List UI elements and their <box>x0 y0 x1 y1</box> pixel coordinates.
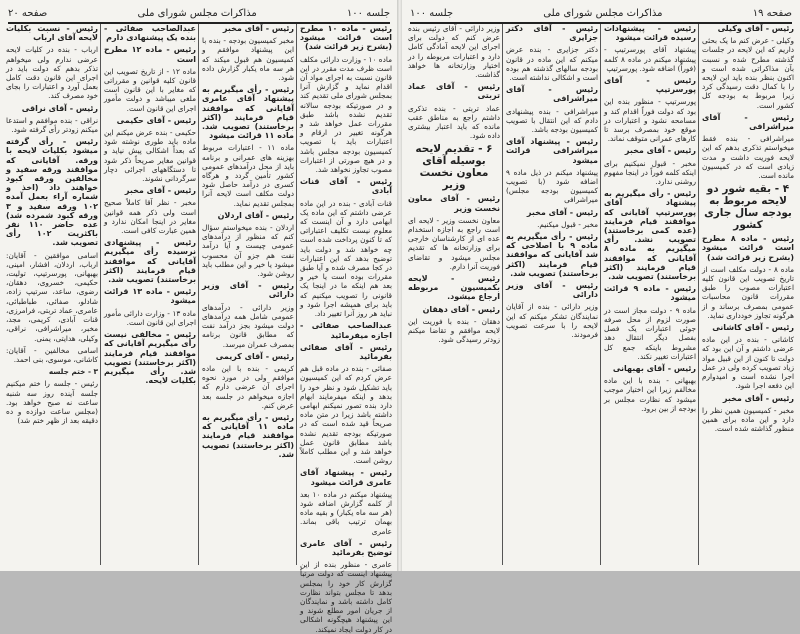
left-page <box>0 0 398 634</box>
paragraph: عبدالصاحب صفائی - بنده یک پیشنهادی دارم <box>104 24 196 43</box>
column-rule <box>100 24 101 565</box>
paragraph: رئیس - آقای کریمی <box>215 351 294 361</box>
paragraph: رئیس - جلسه را ختم میکنیم جلسه آینده روز سه شنبه ساعت نه صبح خواهد بود. (مجلس ساعت دوازده و ده دقیقه بعد از ظهر ختم شد) <box>6 379 98 426</box>
paragraph: مخبر - قبول میکنیم. <box>537 219 598 229</box>
section-heading: ۴ - بقیه شور دو لایحه مربوط به بودجه سال جاری کشور <box>704 183 792 232</box>
paragraph: نراقی - بنده موافقم و استدعا میکنم زودتر رأی گرفته شود. <box>6 115 98 135</box>
paragraph: رئیس - آقای مخبر <box>124 186 196 196</box>
paragraph: ماده ۸ - دولت مکلف است از تاریخ تصویب این قانون کلیه اعتبارات مصوب را طبق مقررات قانون محاسبات عمومی بمصرف برساند و از هرگونه تجاوز خودداری نماید. <box>702 264 794 320</box>
paragraph: رئیس - لایحه بکمیسیون مربوطه ارجاع میشود. <box>408 274 500 302</box>
column-rule <box>600 24 601 565</box>
paragraph: رئیس - آقای بهبهانی <box>612 363 696 373</box>
paragraph: ماده ۹ - دولت مجاز است در صورت لزوم از محل صرفه جوئی اعتبارات یک فصل بفصل دیگر انتقال دهد مشروط باینکه جمع کل اعتبارات تغییر نکند. <box>604 305 696 361</box>
paragraph: رئیس - آقای دکتر جزایری <box>506 24 598 43</box>
paragraph: حکیمی - بنده عرض میکنم این ماده باید طوری نوشته شود که بعداً اشکالی پیش نیاید و قوانین مغایر صریحاً ذکر شود تا دستگاههای اجرائی دچار سرگردانی نشوند. <box>104 128 196 184</box>
paragraph: رئیس - رأی میگیریم به پیشنهاد آقای پورسرتیپ آقایانی که موافقند قیام فرمایند (عده کمی برخاستند) تصویب نشد. رأی میگیریم به ماده ۸ آقایانی که موافقند قیام فرمایند (اکثر برخاستند) تصویب شد. <box>604 189 696 282</box>
right-page-header <box>410 4 792 24</box>
left-page-column <box>104 24 196 565</box>
paragraph: رئیس - پیشنهاد آقای میراشرافی قرائت میشود <box>506 137 598 165</box>
left-page-title: مذاکرات مجلس شورای ملی <box>137 7 257 19</box>
paragraph: رئیس - ماده ۱۳ قرائت میشود <box>104 287 196 306</box>
right-page-column <box>506 24 598 565</box>
paragraph: رئیس - مخالفی نیست رأی میگیریم آقایانی که موافقند قیام فرمایند (اکثر برخاستند) تصویب شد. رأی میگیریم بکلیات لایحه. <box>104 330 196 386</box>
right-page <box>402 0 800 571</box>
paragraph: رئیس - رأی میگیریم به ماده ۱۱ آقایانی که موافقند قیام فرمایند (اکثر برخاستند) تصویب شد. <box>202 412 294 459</box>
paragraph: رئیس - آقای عامری توضیح بفرمائید <box>300 538 392 557</box>
paragraph: مخبر - نظر آقا کاملاً صحیح است ولی ذکر همه قوانین مغایر در اینجا امکان ندارد و همین عبارت کافی است. <box>104 198 196 236</box>
paragraph: ۳ - ختم جلسه <box>48 367 98 377</box>
column-rule <box>698 24 699 565</box>
paragraph: رئیس - پیشنهاد آقای عامری قرائت میشود <box>300 468 392 487</box>
paragraph: بهبهانی - بنده با این ماده مخالفم زیرا این اختیار موجب میشود که نظارت مجلس بر بودجه از بین برود. <box>604 376 696 413</box>
right-page-title: مذاکرات مجلس شورای ملی <box>543 7 663 19</box>
paragraph: ماده ۱۳ - وزارت دارائی مأمور اجرای این قانون است. <box>104 308 196 327</box>
paragraph: اردلان - بنده میخواستم سؤال کنم که منظور از درآمدهای عمومی چیست و آیا درآمد نفت هم جزو آن محسوب میشود یا خیر و این مطلب باید روشن شود. <box>202 223 294 279</box>
paragraph: رئیس - رأی میگیریم به ماده ۹ با اصلاحی که شد آقایانی که موافقند قیام فرمایند (اکثر برخاستند) تصویب شد. <box>506 232 598 278</box>
left-page-column <box>6 24 98 565</box>
paragraph: رئیس - پیشنهادات رسیده قرائت میشود <box>604 24 696 43</box>
paragraph: رئیس - آقای کاشانی <box>712 323 794 333</box>
left-page-session: صفحه ۲۰ <box>8 7 48 19</box>
paragraph: اسامی موافقین - آقایان: ارباب، اردلان، افشار، امینی، بهبهانی، پورسرتیپ، تولیت، حکیمی، خسروی، دهقان، رضوی، ساعد، سرتیپ زاده، شادلو، صفائی، طباطبائی، عامری، عماد تربتی، فرامرزی، قنات آبادی، کریمی، مجد، مخبر، میراشرافی، نراقی، وکیلی، هدایتی، یمنی. <box>6 250 98 343</box>
paragraph: قنات آبادی - بنده در این ماده عرضی داشتم که این ماده یک ابهامی دارد و آن اینست که معلوم نیست تکلیف اعتباراتی که تا کنون پرداخت شده است چه خواهد شد و دولت باید توضیح بدهد که این اعتبارات در کجا مصرف شده و آیا طبق مقررات بوده است یا خیر و بعد هم اینکه ما در اینجا یک قانونی را تصویب میکنیم که باید برای همیشه اجرا شود و نباید هر روز آنرا تغییر داد. <box>300 198 392 319</box>
paragraph: پیشنهاد میکنم در ماده ۱۰ بعد از کلمه گزارش اضافه شود (هر سه ماه یکبار) و بقیه ماده بهمان ترتیب باقی بماند. عامری <box>300 489 392 536</box>
paragraph: رئیس - آقای پورسرتیپ <box>604 76 696 95</box>
left-page-columns <box>6 24 392 634</box>
paragraph: رئیس - رأی میگیریم به پیشنهاد آقای عامری آقایانی که موافقند قیام فرمایند (اکثر برخاستند) تصویب شد. ماده ۱۱ قرائت میشود <box>202 85 294 141</box>
right-page-column <box>702 24 794 565</box>
paragraph: ماده ۱۱ - اعتبارات مربوط بهزینه های عمرانی و برنامه باید از محل درآمدهای عمومی کشور تأمین گردد و هرگاه کسری در درآمد حاصل شود دولت مکلف است لایحه آنرا بمجلس تقدیم نماید. <box>202 143 294 208</box>
paragraph: رئیس - ماده ۹ قرائت میشود <box>604 284 696 303</box>
right-page-number: صفحه ۱۹ <box>752 7 792 19</box>
paragraph: کاشانی - بنده در این ماده عرضی داشتم و آن این بود که دولت تا کنون از این قبیل مواد زیاد تصویب کرده ولی در عمل اجرا نشده است و امیدوارم این دفعه اجرا شود. <box>702 335 794 391</box>
right-page-columns <box>408 24 794 565</box>
paragraph: ارباب - بنده در کلیات لایحه عرضی ندارم ولی میخواهم تذکر بدهم که دولت باید در اجرای این قانون دقت کامل بعمل آورد و اعتبارات را بجای خود مصرف کند. <box>6 45 98 101</box>
column-rule <box>296 24 297 565</box>
column-rule <box>198 24 199 565</box>
paragraph: میراشرافی - بنده پیشنهادی دادم که این انتقال با تصویب کمیسیون بودجه باشد. <box>506 106 598 135</box>
paragraph: دکتر جزایری - بنده عرض میکنم که این ماده در قانون بودجه سالهای گذشته هم بوده است و اشکالی نداشته است. <box>506 45 598 83</box>
paragraph: رئیس - آقای مخبر <box>222 24 294 33</box>
paragraph: معاون نخست وزیر - لایحه ای است راجع به اجازه استخدام عده ای از کارشناسان خارجی برای وزارتخانه ها که تقدیم مجلس میشود و تقاضای فوریت آنرا دارم. <box>408 215 500 271</box>
paragraph: عبدالصاحب صفائی - اجازه میفرمائید <box>300 321 392 340</box>
left-page-number: جلسه ۱۰۰ <box>346 7 390 19</box>
paragraph: میراشرافی - بنده فقط میخواستم تذکری بدهم که این لایحه فوریت داشت و مدت زیادی است که در کمیسیون مانده است. <box>702 134 794 181</box>
paragraph: دهقان - بنده با فوریت این لایحه موافقم و تقاضا میکنم زودتر رسیدگی شود. <box>408 316 500 345</box>
paragraph: رئیس - آقای نراقی <box>21 103 98 113</box>
paragraph: رئیس - آقای مخبر <box>526 207 598 217</box>
paragraph: رئیس - آقای میراشرافی <box>702 112 794 132</box>
paragraph: رئیس - ماده ۱۲ مطرح است <box>104 45 196 64</box>
paragraph: رئیس - رأی گرفته میشود بکلیات لایحه با ورقه. آقایانی که موافقند ورقه سفید و مخالفین ورقه کبود خواهند داد (اخذ و شماره آراء بعمل آمده ۱۰۲ ورقه سفید و ۳ ورقه کبود شمرده شد) عده حاضر ۱۱۰ نفر باکثریت ۱۰۲ رأی تصویب شد. <box>6 137 98 248</box>
right-page-session: جلسه ۱۰۰ <box>410 7 454 19</box>
paragraph: رئیس - آقای دهقان <box>422 304 500 314</box>
paragraph: پیشنهاد میکنم در ذیل ماده ۹ اضافه شود (با تصویب کمیسیون بودجه مجلس) میراشرافی <box>506 167 598 205</box>
section-heading: ۶ - تقدیم لایحه بوسیله آقای معاون نخست وزیر <box>415 143 493 192</box>
paragraph: مخبر کمیسیون بودجه - بنده با این پیشنهاد موافقم و کمیسیون هم قبول میکند که هر سه ماه یکبار گزارش داده شود. <box>202 36 294 83</box>
paragraph: عامری - منظور بنده از این پیشنهاد اینست که دولت مرتباً گزارش کار خود را بمجلس بدهد تا مجلس بتواند نظارت کامل داشته باشد و نمایندگان از جریان امور مطلع شوند و این پیشنهاد هیچگونه اشکالی در کار دولت ایجاد نمیکند. <box>300 560 392 634</box>
right-page-column <box>408 24 500 565</box>
paragraph: رئیس - آقای معاون نخست وزیر <box>408 194 500 213</box>
paragraph: اسامی مخالفین - آقایان: کاشانی، موسوی، بنی احمد. <box>6 345 98 364</box>
paragraph: رئیس - آقای وزیر دارائی <box>202 281 294 300</box>
paragraph: وکیلی - عرض کنم ما یک بحثی داریم که این لایحه در جلسات گذشته مطرح شده و نسبت بآن مذاکراتی شده است و اکنون بنظر بنده باید این لایحه را با کمال دقت رسیدگی کرد زیرا مربوط به بودجه کل کشور است. <box>702 36 794 110</box>
paragraph: پیشنهاد آقای پورسرتیپ - پیشنهاد میکنم در ماده ۸ کلمه (فوراً) اضافه شود. پورسرتیپ <box>604 45 697 73</box>
paragraph: مخبر - کمیسیون همین نظر را دارد و این ماده برای همین منظور گذاشته شده است. <box>702 405 794 434</box>
paragraph: رئیس - آقای قنات آبادی <box>300 177 392 196</box>
paragraph: رئیس - آقای وکیلی <box>717 24 794 33</box>
paragraph: کریمی - بنده با این ماده موافقم ولی در مورد نحوه اجرای آن عرضی دارم که اجازه میخواهم در جلسه بعد عرض کنم. <box>202 363 294 410</box>
paragraph: صفائی - بنده در ماده قبل هم عرض کردم که این کمیسیون باید تشکیل شود و نظر خود را بدهد و اینکه میفرمایند ابهام دارد بنده تصور نمیکنم ابهامی داشته باشد زیرا در متن ماده صریحاً قید شده است که در صورتیکه بودجه تقدیم نشده باشد مطابق قانون عمل خواهد شد و این مطلب کاملاً روشن است. <box>300 364 392 466</box>
paragraph: رئیس - نسبت بکلیات لایحه آقای ارباب <box>6 24 98 43</box>
paragraph: مخبر - قبول نمیکنیم برای اینکه کلمه فوراً در اینجا مفهوم روشنی ندارد. <box>604 158 696 187</box>
paragraph: رئیس - آقای مخبر <box>624 146 696 156</box>
paragraph: رئیس - آقای مخبر <box>722 393 794 403</box>
paragraph: ماده ۱۲ - از تاریخ تصویب این قانون کلیه قوانین و مقرراتی که مغایر با این قانون است ملغی میباشد و دولت مأمور اجرای این قانون است. <box>104 66 196 113</box>
paragraph: رئیس - پیشنهادی نرسیده رأی میگیریم آقایانی که موافقند قیام فرمایند (اکثر برخاستند) تصویب شد. <box>104 238 196 285</box>
paragraph: وزیر دارائی - بنده از آقایان نمایندگان تشکر میکنم که این لایحه را با سرعت تصویب فرمودند. <box>506 302 598 340</box>
paragraph: رئیس - آقای میراشرافی <box>506 85 598 104</box>
paragraph: ماده ۱۰ - وزارت دارائی مکلف است ظرف مدت مقرر در این قانون نسبت به اجرای مواد آن اقدام نماید و گزارش آنرا بمجلس شورای ملی تقدیم کند و در صورتیکه بودجه سالانه تقدیم نشده باشد طبق مقررات عمل خواهد شد و هرگونه تغییر در ارقام و اعتبارات باید با تصویب کمیسیون بودجه مجلس باشد و در هیچ صورتی از اعتبارات مصوب تجاوز نخواهد شد. <box>300 54 392 175</box>
paragraph: رئیس - ماده ۱۰ مطرح است قرائت میشود (بشرح زیر قرائت شد) <box>300 24 392 52</box>
paragraph: وزیر دارائی - آقای رئیس بنده عرض کنم که دولت برای اجرای این لایحه آمادگی کامل دارد و اعتبارات مربوطه را در اختیار وزارتخانه ها خواهد گذاشت. <box>408 24 500 80</box>
paragraph: رئیس - آقای صفائی بفرمائید <box>300 342 392 361</box>
left-page-column <box>300 24 392 634</box>
paragraph: رئیس - آقای حکیمی <box>116 115 196 125</box>
right-page-column <box>604 24 696 565</box>
paragraph: رئیس - آقای عماد تربتی <box>408 82 500 101</box>
paragraph: عماد تربتی - بنده تذکری داشتم راجع به مناطق عقب مانده که باید اعتبار بیشتری داده شود. <box>408 103 500 141</box>
left-page-column <box>202 24 294 565</box>
paragraph: رئیس - آقای اردلان <box>217 210 294 220</box>
paragraph: پورسرتیپ - منظور بنده این بود که دولت فوراً اقدام کند و مسامحه نشود و اعتبارات در موقع خود بمصرف برسد تا کارهای عمرانی متوقف نماند. <box>604 97 696 144</box>
paragraph: وزیر دارائی - درآمدهای عمومی شامل همه درآمدهای دولت میشود بجز درآمد نفت که مطابق قانون برنامه بمصرف عمران میرسد. <box>202 302 294 349</box>
left-page-header <box>8 4 390 24</box>
paragraph: رئیس - آقای وزیر دارائی <box>506 281 598 300</box>
paragraph: رئیس - ماده ۸ مطرح است قرائت میشود (بشرح زیر قرائت شد) <box>702 234 794 262</box>
column-rule <box>502 24 503 565</box>
